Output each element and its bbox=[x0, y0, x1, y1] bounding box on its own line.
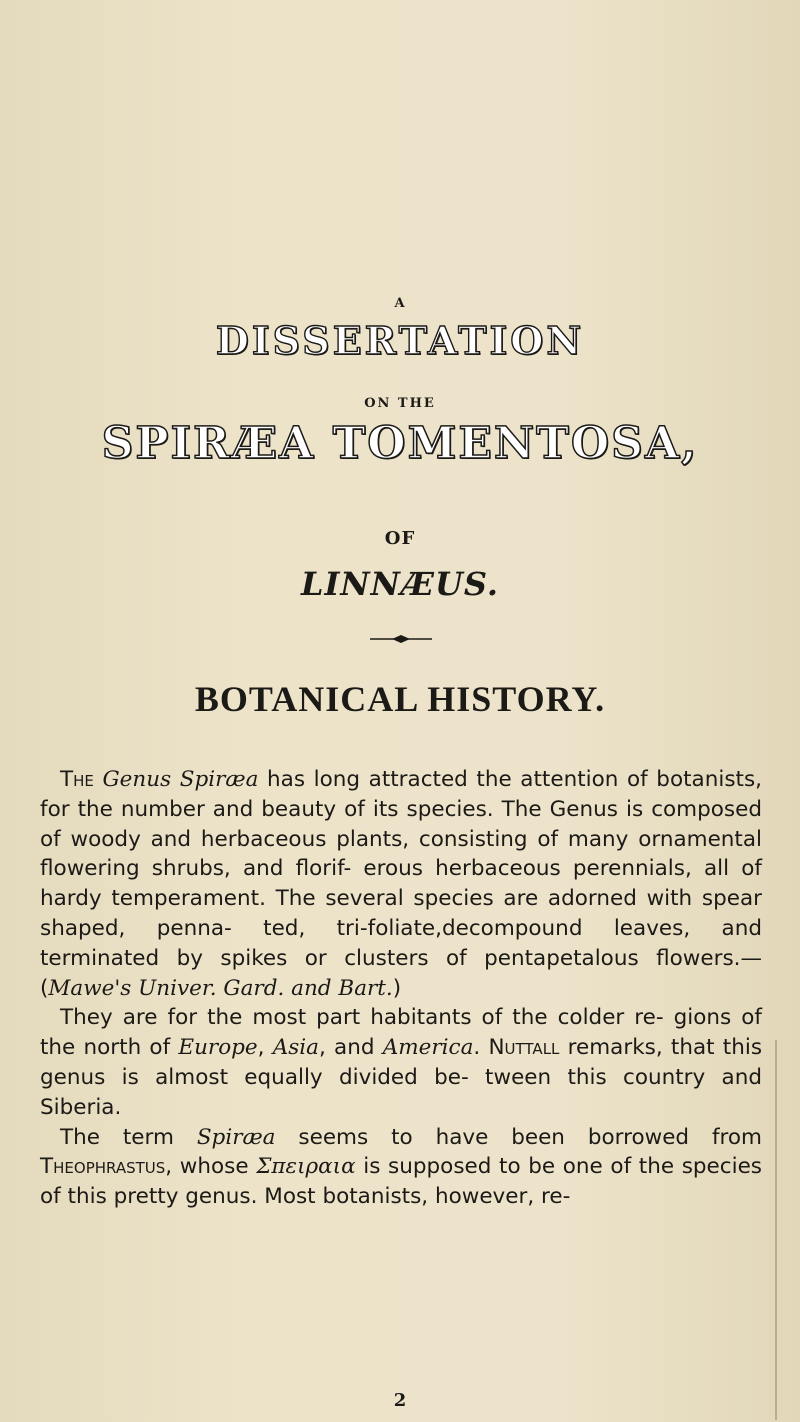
page-number: 2 bbox=[393, 1390, 407, 1411]
para3-text3: , whose bbox=[165, 1154, 257, 1180]
body-text bbox=[40, 765, 762, 1212]
para2-comma: , bbox=[257, 1035, 273, 1061]
para3-text4: is supposed to be one of the species of this pretty genus. Most botanists, however, re- bbox=[40, 1154, 762, 1210]
ornamental-divider bbox=[370, 634, 432, 644]
paragraph-1 bbox=[40, 765, 762, 1003]
para3-theophrastus: Theophrastus bbox=[40, 1154, 166, 1180]
para1-genus-word: Genus bbox=[102, 767, 172, 792]
title-of: OF bbox=[384, 528, 416, 549]
para1-close: ) bbox=[392, 975, 402, 1001]
para2-text2: remarks, that this genus is almost equally divided be- tween this country and Siberia. bbox=[40, 1035, 763, 1120]
para1-genus-name: Spiræa bbox=[179, 767, 259, 792]
title-article: A bbox=[394, 296, 406, 311]
page-edge-shadow bbox=[775, 1040, 777, 1420]
para1-citation: Mawe's Univer. Gard. and Bart. bbox=[48, 975, 393, 1001]
para3-text2: seems to have been borrowed from bbox=[275, 1124, 762, 1150]
para2-period: . bbox=[473, 1035, 489, 1061]
para2-text1: They are for the most part habitants of the colder re- gions of the north of bbox=[40, 1005, 762, 1061]
para2-america: America bbox=[382, 1035, 474, 1061]
para1-text: has long attracted the attention of botanists, for the number and beauty of its species. The Genus is composed of woody and herbaceous plants, consisting of many ornamental flowering shrubs, and florif- erous herbaceous perennials, all of hardy temperament. The several species are adorned with spear shaped, penna- ted, tri-foliate,decompound leaves, and terminated by spikes or clusters of pentapetalous flowers.—( bbox=[40, 767, 762, 1001]
para3-text1: The term bbox=[60, 1124, 197, 1150]
section-heading: BOTANICAL HISTORY. bbox=[194, 679, 606, 719]
subject-title: SPIRÆA TOMENTOSA, bbox=[101, 418, 699, 469]
para2-asia: Asia bbox=[272, 1035, 319, 1061]
para2-nuttall: Nuttall bbox=[488, 1035, 560, 1061]
para2-europe: Europe bbox=[178, 1035, 258, 1061]
title-on-the: ON THE bbox=[364, 396, 436, 411]
main-title: DISSERTATION bbox=[215, 318, 585, 363]
para1-lead: The bbox=[60, 767, 94, 792]
para3-greek: Σπειραια bbox=[256, 1154, 356, 1180]
author-name: LINNÆUS. bbox=[300, 565, 500, 603]
paragraph-2 bbox=[40, 1003, 762, 1122]
paragraph-3 bbox=[40, 1123, 762, 1212]
para2-and: , and bbox=[318, 1035, 383, 1061]
para3-spirea: Spiræa bbox=[196, 1124, 276, 1150]
